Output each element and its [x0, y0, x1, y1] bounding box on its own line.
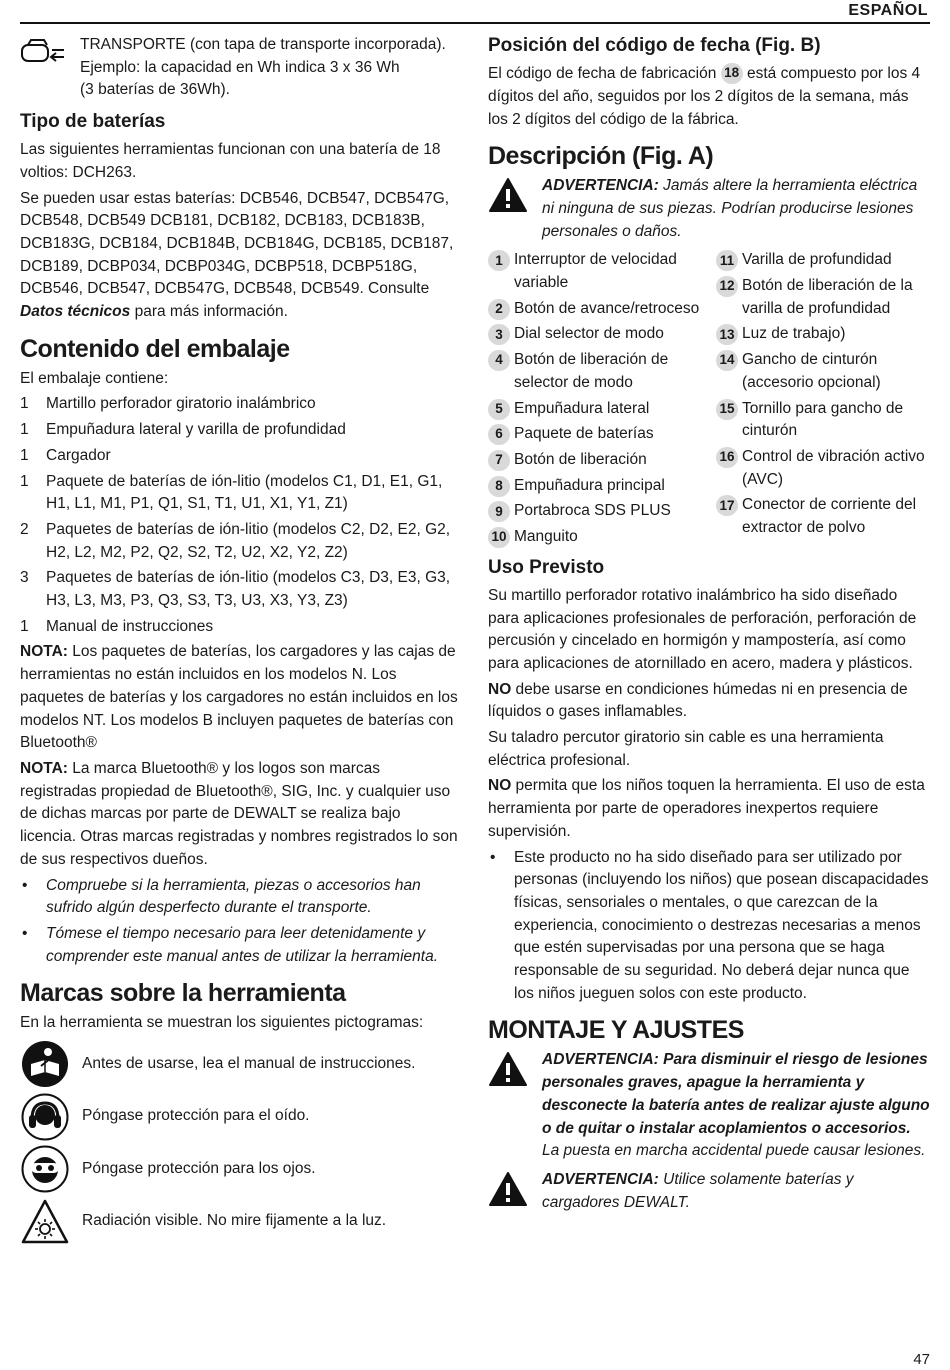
- transport-line: (3 baterías de 36Wh).: [80, 81, 230, 99]
- warning-block: [488, 1169, 930, 1215]
- list-item: 7 Botón de liberación: [488, 449, 716, 472]
- note-paragraph: NOTA: La marca Bluetooth® y los logos son marcas registradas propiedad de Bluetooth®, SIG, Inc. y cualquier uso de dichas marcas por parte de DEWALT se realiza bajo licencia. Otras marcas registradas y nombres registrados lo son de sus respectivos dueños.: [20, 759, 458, 868]
- list-item: 1 Cargador: [20, 446, 111, 464]
- warning-block: [488, 1049, 930, 1163]
- part-number-badge: 12: [716, 276, 738, 297]
- part-number-badge: 2: [488, 299, 510, 320]
- pictogram-row: [20, 1196, 460, 1249]
- intended-use-paragraph: Su martillo perforador rotativo inalámbrico ha sido diseñado para aplicaciones profesionales de perforación, perforación de percusión y cincelado en hormigón y mampostería, así como para aplicaciones de atornillado en acero, madera y plásticos.: [488, 586, 917, 672]
- date-code-paragraph: El código de fecha de fabricación 18 está compuesto por los 4 dígitos del año, seguidos por los 2 dígitos de la semana, más los 2 dígitos del código de la fábrica.: [488, 63, 930, 131]
- list-item: • Tómese el tiempo necesario para leer detenidamente y comprender este manual antes de utilizar la herramienta.: [22, 924, 439, 965]
- list-item: • Este producto no ha sido diseñado para ser utilizado por personas (incluyendo los niños) que posean discapacidades físicas, sensoriales o mentales, o que carezcan de la experiencia, conocimiento o destrezas necesarias a menos que estén supervisadas por una persona que se haga responsable de su seguridad. No deberá dejar nunca que los niños jueguen solos con este producto.: [490, 848, 929, 1002]
- list-item: 2 Paquetes de baterías de ión-litio (modelos C2, D2, E2, G2, H2, L2, M2, P2, Q2, S2, T2, U2, X2, Y2, Z2): [20, 520, 451, 561]
- date-code-heading: Posición del código de fecha (Fig. B): [488, 35, 821, 56]
- warning-icon: [488, 1169, 528, 1215]
- list-item: 1 Martillo perforador giratorio inalámbrico: [20, 395, 316, 413]
- package-intro: El embalaje contiene:: [20, 369, 169, 387]
- warning-icon: [488, 175, 528, 243]
- pictogram-text: Antes de usarse, lea el manual de instrucciones.: [82, 1054, 416, 1072]
- list-item: 14 Gancho de cinturón (accesorio opcional): [716, 349, 930, 394]
- ear-protection-icon: [20, 1092, 70, 1142]
- intended-use-paragraph: NO permita que los niños toquen la herramienta. El uso de esta herramienta por parte de operadores inexpertos requiere supervisión.: [488, 777, 925, 840]
- list-item: 1 Manual de instrucciones: [20, 617, 214, 635]
- parts-list: [488, 249, 930, 551]
- note-paragraph: NOTA: Los paquetes de baterías, los cargadores y las cajas de herramientas no están incluidos en los modelos N. Los paquetes de baterías y los cargadores no están incluidos en los modelos NT. Los modelos B incluyen paquetes de baterías con Bluetooth®: [20, 643, 458, 752]
- list-item: 3 Paquetes de baterías de ión-litio (modelos C3, D3, E3, G3, H3, L3, M3, P3, Q3, S3, T3, U3, X3, Y3, Z3): [20, 569, 451, 610]
- battery-transport-icon: [20, 34, 68, 102]
- part-number-badge: 17: [716, 495, 738, 516]
- transport-line: TRANSPORTE (con tapa de transporte incorporada).: [80, 36, 446, 53]
- warning-text: ADVERTENCIA: Utilice solamente baterías y cargadores DEWALT.: [542, 1170, 854, 1211]
- parts-column: [716, 249, 930, 551]
- list-item: 12 Botón de liberación de la varilla de profundidad: [716, 275, 930, 320]
- list-item: 10 Manguito: [488, 526, 716, 549]
- part-number-badge: 1: [488, 250, 510, 271]
- transport-text: [80, 34, 446, 102]
- warning-block: [488, 175, 930, 243]
- pictogram-row: [20, 1091, 460, 1144]
- part-number-badge: 10: [488, 527, 510, 548]
- pictogram-text: Póngase protección para los ojos.: [82, 1159, 316, 1177]
- part-number-badge: 16: [716, 447, 738, 468]
- part-number-badge: 14: [716, 350, 738, 371]
- part-number-badge: 15: [716, 399, 738, 420]
- list-item: 1 Paquete de baterías de ión-litio (modelos C1, D1, E1, G1, H1, L1, M1, P1, Q1, S1, T1, U1, X1, Y1, Z1): [20, 472, 443, 513]
- package-contents-heading: Contenido del embalaje: [20, 334, 290, 363]
- list-item: • Compruebe si la herramienta, piezas o accesorios han sufrido algún desperfecto durante el transporte.: [22, 876, 421, 917]
- list-item: 2 Botón de avance/retroceso: [488, 298, 716, 321]
- inspection-bullets: [20, 875, 460, 969]
- technical-data-ref: Datos técnicos: [20, 303, 131, 321]
- pictogram-text: Radiación visible. No mire fijamente a la luz.: [82, 1212, 387, 1230]
- part-number-badge: 8: [488, 476, 510, 497]
- battery-list-paragraph: Se pueden usar estas baterías: DCB546, DCB547, DCB547G, DCB548, DCB549 DCB181, DCB182, DCB183, DCB183B, DCB183G, DCB184, DCB184B, DCB184G, DCB185, DCB187, DCB189, DCBP034, DCBP034G, DCBP518, DCBP518G, DCB546, DCB547, DCB547G, DCB548, DCB549. Consulte Datos técnicos para más información.: [20, 189, 454, 321]
- pictogram-row: [20, 1143, 460, 1196]
- description-heading: Descripción (Fig. A): [488, 142, 714, 171]
- list-item: 13 Luz de trabajo): [716, 323, 930, 346]
- intended-use-paragraph: NO debe usarse en condiciones húmedas ni en presencia de líquidos o gases inflamables.: [488, 680, 908, 721]
- right-column: [488, 34, 930, 1221]
- read-manual-icon: [20, 1039, 70, 1089]
- pictogram-text: Póngase protección para el oído.: [82, 1107, 310, 1125]
- transport-block: [20, 34, 460, 102]
- battery-type-heading: Tipo de baterías: [20, 111, 166, 133]
- list-item: 15 Tornillo para gancho de cinturón: [716, 398, 930, 443]
- part-number-badge: 3: [488, 324, 510, 345]
- part-number-badge: 6: [488, 424, 510, 445]
- header-divider: [20, 22, 930, 24]
- warning-icon: [488, 1049, 528, 1163]
- part-number-badge: 7: [488, 450, 510, 471]
- transport-line: Ejemplo: la capacidad en Wh indica 3 x 36 Wh: [80, 58, 400, 76]
- intended-use-bullets: [488, 847, 930, 1006]
- warning-text: ADVERTENCIA: Para disminuir el riesgo de lesiones personales graves, apague la herramienta y desconecte la batería antes de realizar ajuste alguno o de quitar o instalar acoplamientos o accesorios. La puesta en marcha accidental puede causar lesiones.: [542, 1051, 930, 1160]
- page-number: 47: [913, 1351, 930, 1368]
- list-item: 11 Varilla de profundidad: [716, 249, 930, 272]
- list-item: 16 Control de vibración activo (AVC): [716, 446, 930, 491]
- date-code-badge: 18: [721, 63, 743, 84]
- parts-column: [488, 249, 716, 551]
- battery-type-paragraph: Las siguientes herramientas funcionan con una batería de 18 voltios: DCH263.: [20, 141, 441, 181]
- part-number-badge: 13: [716, 324, 738, 345]
- intended-use-heading: Uso Previsto: [488, 556, 605, 578]
- list-item: 6 Paquete de baterías: [488, 423, 716, 446]
- pictogram-row: [20, 1038, 460, 1091]
- warning-text: ADVERTENCIA: Jamás altere la herramienta eléctrica ni ninguna de sus piezas. Podrían producirse lesiones personales o daños.: [542, 177, 918, 240]
- header-language: ESPAÑOL: [848, 2, 928, 19]
- part-number-badge: 9: [488, 501, 510, 522]
- list-item: 9 Portabroca SDS PLUS: [488, 500, 716, 523]
- eye-protection-icon: [20, 1144, 70, 1194]
- markings-heading: Marcas sobre la herramienta: [20, 979, 346, 1008]
- list-item: 5 Empuñadura lateral: [488, 398, 716, 421]
- list-item: 17 Conector de corriente del extractor de polvo: [716, 494, 930, 539]
- package-list: [20, 393, 460, 638]
- visible-radiation-icon: [20, 1197, 70, 1247]
- assembly-heading: MONTAJE Y AJUSTES: [488, 1016, 744, 1045]
- list-item: 3 Dial selector de modo: [488, 323, 716, 346]
- list-item: 1 Empuñadura lateral y varilla de profundidad: [20, 421, 346, 439]
- part-number-badge: 11: [716, 250, 738, 271]
- list-item: 1 Interruptor de velocidad variable: [488, 249, 716, 294]
- part-number-badge: 5: [488, 399, 510, 420]
- markings-intro: En la herramienta se muestran los siguientes pictogramas:: [20, 1014, 424, 1032]
- part-number-badge: 4: [488, 350, 510, 371]
- left-column: [20, 34, 460, 1248]
- intended-use-paragraph: Su taladro percutor giratorio sin cable es una herramienta eléctrica profesional.: [488, 729, 884, 769]
- list-item: 4 Botón de liberación de selector de modo: [488, 349, 716, 394]
- list-item: 8 Empuñadura principal: [488, 475, 716, 498]
